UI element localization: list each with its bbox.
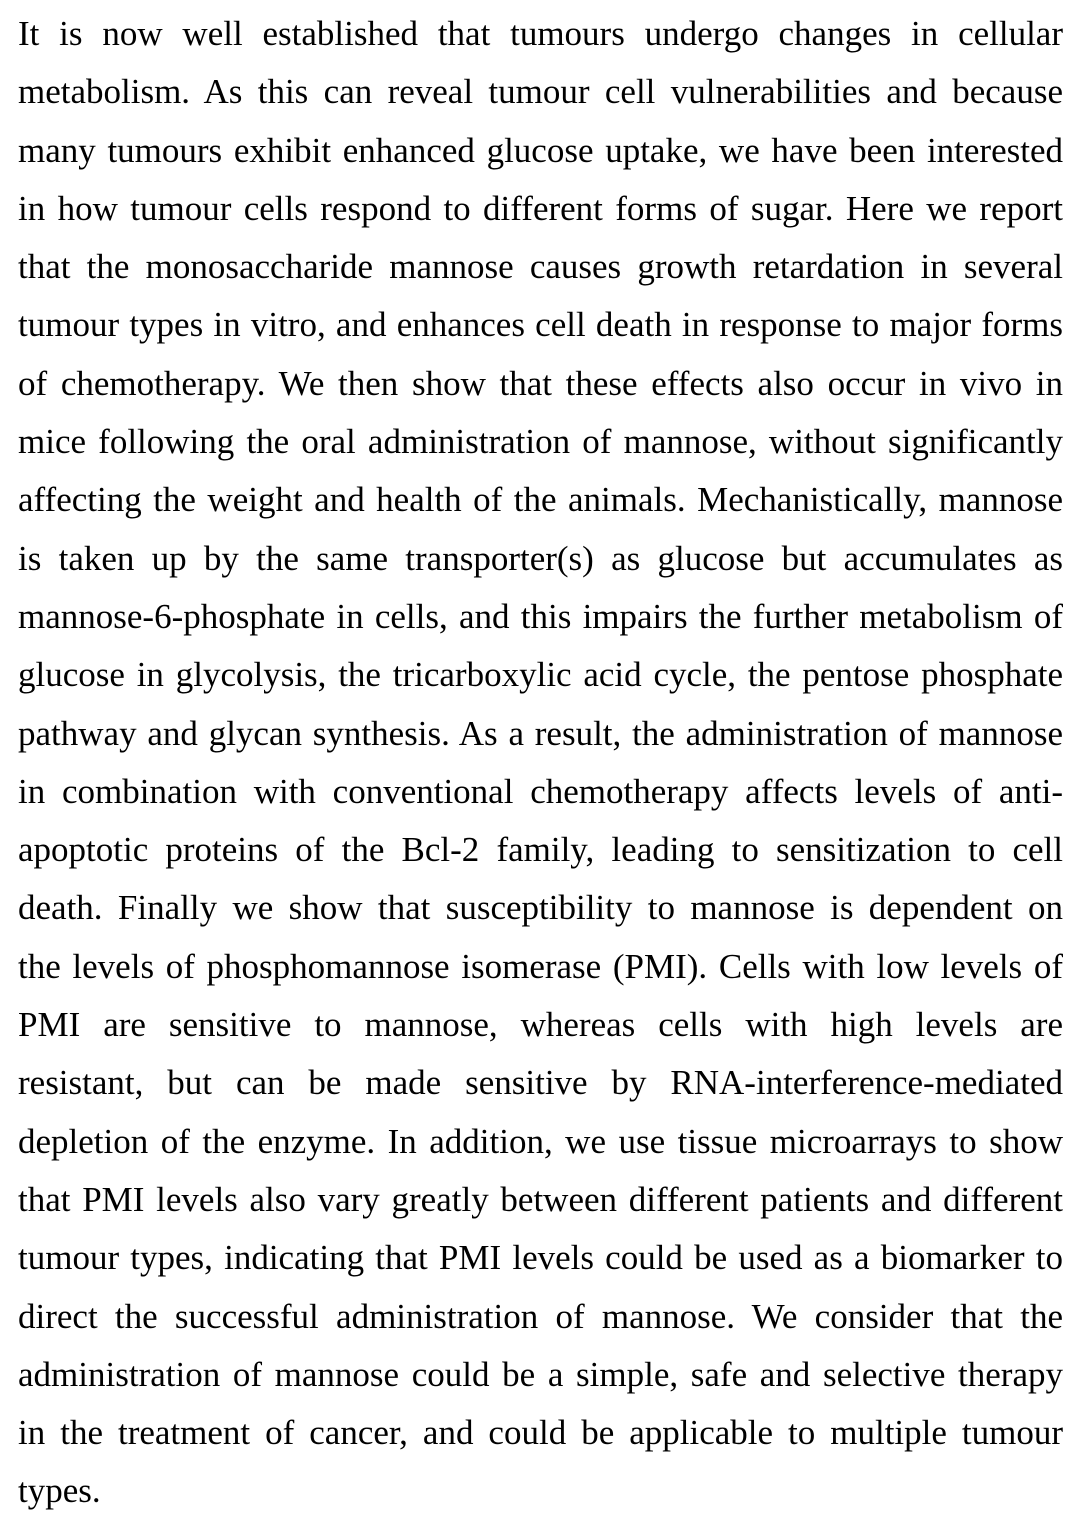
abstract-line: in combination with conventional chemotherapy affects levels of anti- (18, 771, 1063, 811)
abstract-line: death. Finally we show that susceptibility to mannose is dependent on (18, 888, 1063, 928)
abstract-line: of chemotherapy. We then show that these effects also occur in vivo in (18, 363, 1063, 403)
abstract-line: tumour types, indicating that PMI levels could be used as a biomarker to (18, 1238, 1063, 1278)
abstract-line: in how tumour cells respond to different forms of sugar. Here we report (18, 188, 1063, 228)
abstract-line: that PMI levels also vary greatly between different patients and different (18, 1179, 1063, 1219)
abstract-line: apoptotic proteins of the Bcl-2 family, leading to sensitization to cell (18, 830, 1063, 870)
abstract-line: mannose-6-phosphate in cells, and this impairs the further metabolism of (18, 596, 1063, 636)
abstract-line: PMI are sensitive to mannose, whereas cells with high levels are (18, 1005, 1063, 1045)
abstract-line: direct the successful administration of mannose. We consider that the (18, 1296, 1063, 1336)
abstract-line: resistant, but can be made sensitive by RNA-interference-mediated (18, 1063, 1063, 1103)
abstract-line: affecting the weight and health of the animals. Mechanistically, mannose (18, 480, 1063, 520)
abstract-line: many tumours exhibit enhanced glucose uptake, we have been interested (18, 130, 1063, 170)
abstract-line: depletion of the enzyme. In addition, we use tissue microarrays to show (18, 1121, 1063, 1161)
abstract-line: tumour types in vitro, and enhances cell death in response to major forms (18, 305, 1063, 345)
abstract-line: glucose in glycolysis, the tricarboxylic acid cycle, the pentose phosphate (18, 655, 1063, 695)
abstract-line: It is now well established that tumours undergo changes in cellular (18, 14, 1063, 53)
abstract-line: types. (18, 1471, 101, 1511)
abstract-line: that the monosaccharide mannose causes growth retardation in several (18, 247, 1063, 287)
abstract-line: pathway and glycan synthesis. As a result, the administration of mannose (18, 713, 1063, 753)
abstract-line: the levels of phosphomannose isomerase (PMI). Cells with low levels of (18, 946, 1063, 986)
abstract-line: metabolism. As this can reveal tumour cell vulnerabilities and because (18, 72, 1063, 112)
abstract-line: is taken up by the same transporter(s) as glucose but accumulates as (18, 538, 1063, 578)
abstract-line: administration of mannose could be a simple, safe and selective therapy (18, 1354, 1063, 1394)
abstract-line: mice following the oral administration of mannose, without significantly (18, 422, 1063, 462)
abstract-line: in the treatment of cancer, and could be applicable to multiple tumour (18, 1413, 1063, 1453)
